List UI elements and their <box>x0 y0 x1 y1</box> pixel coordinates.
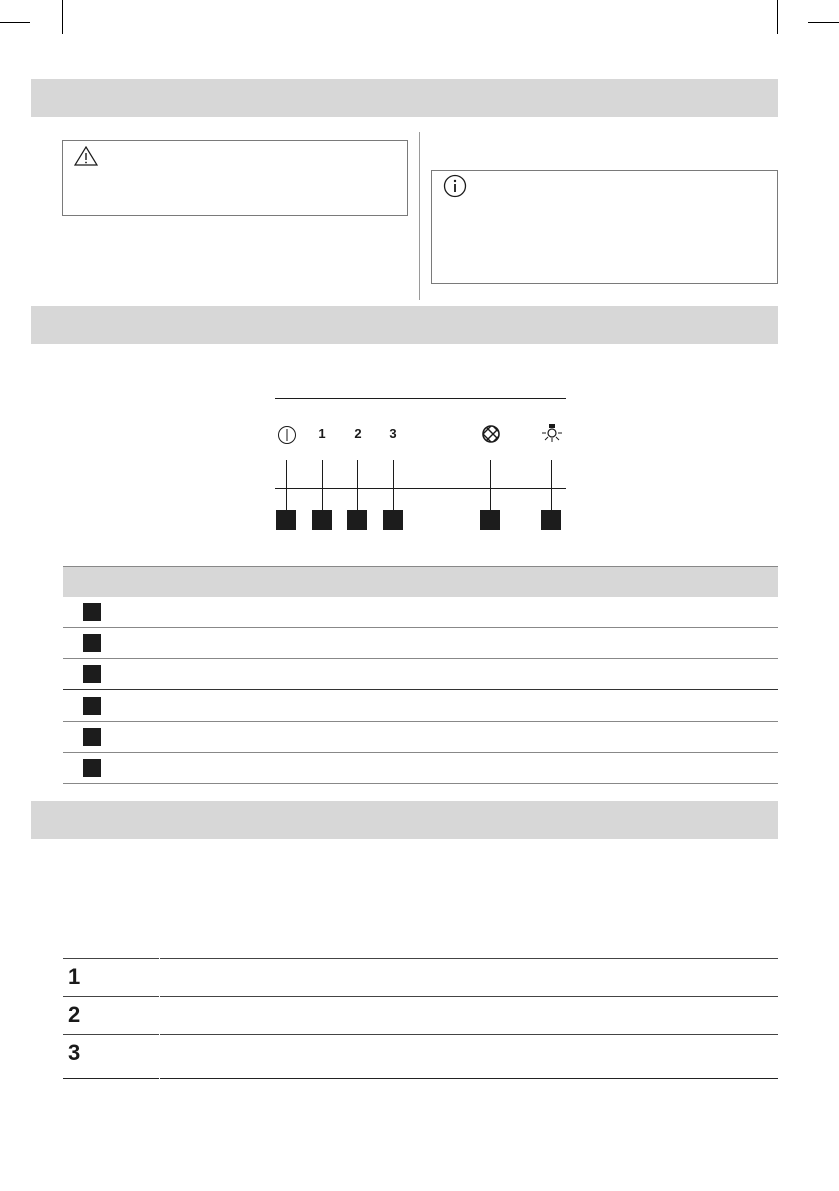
row-marker <box>83 697 101 715</box>
callout-marker-2 <box>312 510 332 530</box>
section-header-2 <box>31 306 778 344</box>
grease-filter-icon <box>481 424 501 444</box>
callout-line-5 <box>490 460 491 510</box>
info-icon <box>443 174 467 198</box>
info-box <box>431 170 778 284</box>
callout-marker-5 <box>480 510 500 530</box>
warning-icon <box>74 146 98 166</box>
table-row <box>63 628 778 659</box>
crop-mark-top-left-v <box>62 0 63 34</box>
section-header-1 <box>31 79 778 117</box>
row-marker <box>83 665 101 683</box>
power-icon <box>277 425 297 445</box>
speed-1-symbol: 1 <box>318 426 326 441</box>
speed-3-symbol: 3 <box>389 426 397 441</box>
warning-box <box>62 140 408 216</box>
callout-marker-3 <box>347 510 367 530</box>
row-marker <box>83 759 101 777</box>
row-marker <box>83 728 101 746</box>
crop-mark-top-left <box>0 22 30 23</box>
callout-line-2 <box>322 460 323 510</box>
table-row <box>63 1034 778 1079</box>
callout-line-1 <box>286 460 287 510</box>
speed-number: 3 <box>68 1040 81 1065</box>
speed-number: 1 <box>68 964 81 989</box>
table-row <box>63 958 778 996</box>
callout-marker-6 <box>541 510 561 530</box>
speed-2-symbol: 2 <box>354 426 362 441</box>
callout-marker-4 <box>383 510 403 530</box>
speed-table-column-divider <box>159 958 160 1079</box>
row-marker <box>83 634 101 652</box>
panel-top-edge <box>275 398 566 399</box>
table-row <box>63 753 778 784</box>
callout-line-4 <box>393 460 394 510</box>
callout-marker-1 <box>276 510 296 530</box>
panel-bottom-edge <box>275 488 566 489</box>
table-row <box>63 597 778 628</box>
table-row <box>63 996 778 1034</box>
row-marker <box>83 603 101 621</box>
panel-table-header <box>63 566 778 597</box>
column-divider <box>419 132 420 300</box>
speed-number: 2 <box>68 1002 81 1027</box>
light-icon <box>540 422 564 446</box>
crop-mark-top-right <box>808 22 839 23</box>
crop-mark-top-right-v <box>777 0 778 34</box>
callout-line-6 <box>551 460 552 510</box>
callout-line-3 <box>357 460 358 510</box>
table-row <box>63 722 778 753</box>
table-row <box>63 659 778 690</box>
table-row <box>63 691 778 722</box>
section-header-3 <box>31 801 778 839</box>
